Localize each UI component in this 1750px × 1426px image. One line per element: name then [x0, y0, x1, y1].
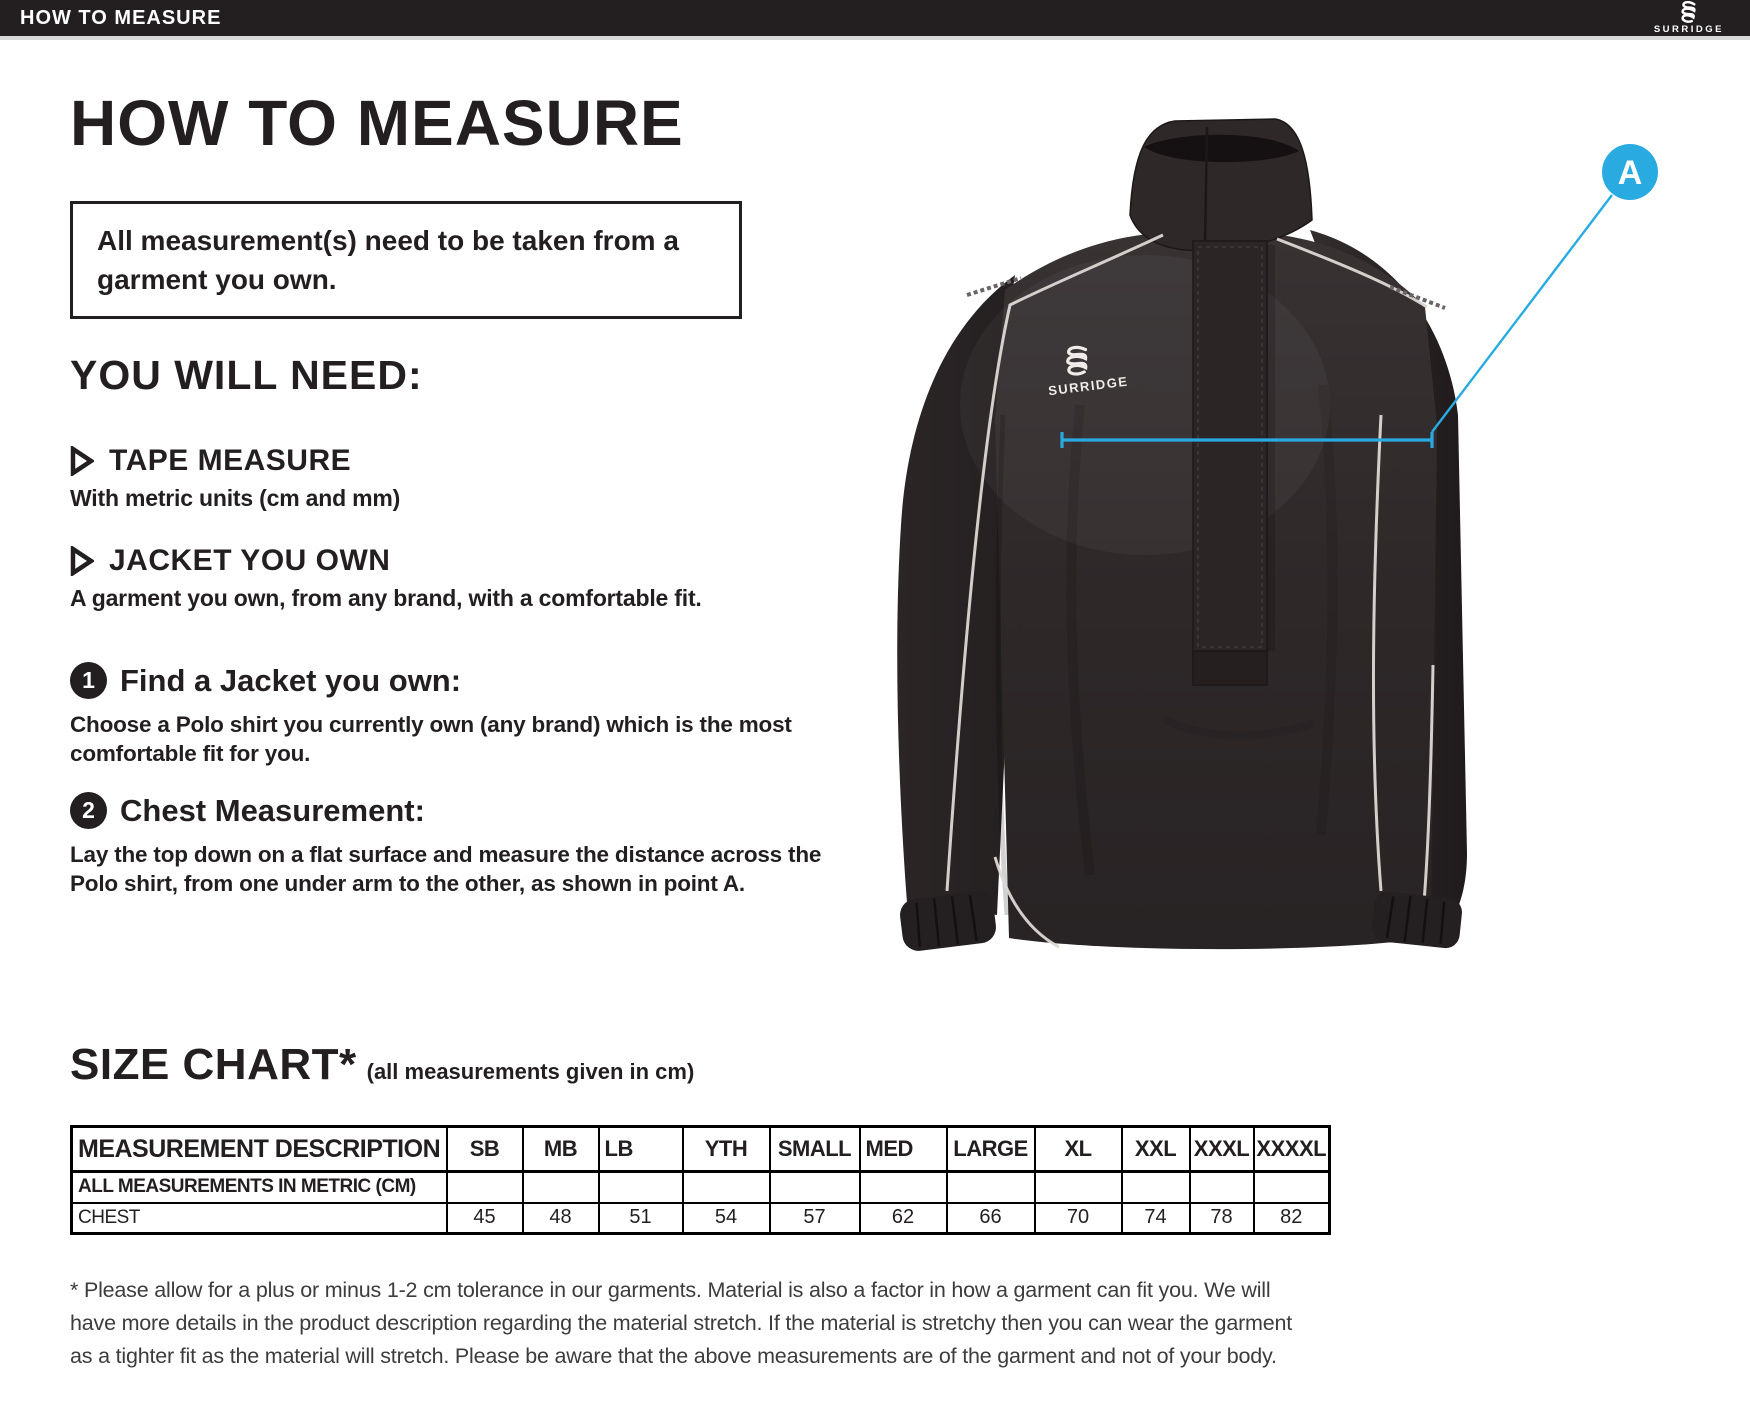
page-title: HOW TO MEASURE [70, 87, 684, 159]
chest-value-sb: 45 [447, 1203, 523, 1234]
need-item-title: JACKET YOU OWN [109, 544, 391, 577]
empty-cell [1035, 1172, 1122, 1203]
col-header-xl: XL [1035, 1127, 1122, 1172]
empty-cell [1254, 1172, 1330, 1203]
chest-value-xl: 70 [1035, 1203, 1122, 1234]
table-row-chest [72, 1203, 1330, 1234]
col-header-sb: SB [447, 1127, 523, 1172]
step-number-badge: 1 [70, 662, 107, 699]
row-label: ALL MEASUREMENTS IN METRIC (CM) [72, 1172, 447, 1203]
empty-cell [947, 1172, 1035, 1203]
table-row-units [72, 1172, 1330, 1203]
jacket-placket [1193, 241, 1267, 655]
top-bar [0, 0, 1750, 40]
empty-cell [1122, 1172, 1190, 1203]
chest-value-large: 66 [947, 1203, 1035, 1234]
col-header-measurement-description: MEASUREMENT DESCRIPTION [72, 1127, 447, 1172]
col-header-small: SMALL [770, 1127, 860, 1172]
table-header-row [72, 1127, 1330, 1172]
you-will-need-heading: YOU WILL NEED: [70, 352, 423, 398]
col-header-lb: LB [599, 1127, 683, 1172]
col-header-xxxl: XXXL [1190, 1127, 1254, 1172]
play-triangle-icon [70, 546, 94, 576]
step-find-a-jacket [70, 662, 852, 768]
empty-cell [447, 1172, 523, 1203]
size-chart-title: SIZE CHART* [70, 1040, 357, 1089]
surridge-wordmark: SURRIDGE [1653, 24, 1724, 36]
play-triangle-icon [70, 446, 94, 476]
col-header-yth: YTH [683, 1127, 770, 1172]
empty-cell [523, 1172, 599, 1203]
surridge-logo [1654, 1, 1724, 35]
col-header-xxl: XXL [1122, 1127, 1190, 1172]
chest-value-mb: 48 [523, 1203, 599, 1234]
chest-value-xxxl: 78 [1190, 1203, 1254, 1234]
empty-cell [683, 1172, 770, 1203]
col-header-med: MED [860, 1127, 947, 1172]
empty-cell [860, 1172, 947, 1203]
chest-value-yth: 54 [683, 1203, 770, 1234]
row-label: CHEST [72, 1203, 447, 1234]
need-item-description: With metric units (cm and mm) [70, 485, 401, 511]
svg-text:SURRIDGE: SURRIDGE [1047, 373, 1130, 399]
surridge-s-icon [1678, 1, 1699, 24]
chest-value-xxl: 74 [1122, 1203, 1190, 1234]
col-header-xxxxl: XXXXL [1254, 1127, 1330, 1172]
step-description: Lay the top down on a flat surface and measure the distance across the Polo shirt, from one under arm to the other, as shown in point A. [70, 842, 822, 896]
need-item-tape-measure [70, 444, 400, 512]
chest-value-xxxxl: 82 [1254, 1203, 1330, 1234]
empty-cell [1190, 1172, 1254, 1203]
chest-value-lb: 51 [599, 1203, 683, 1234]
col-header-large: LARGE [947, 1127, 1035, 1172]
size-chart-heading [70, 1040, 694, 1090]
size-chart-table [70, 1125, 1331, 1235]
step-title: Find a Jacket you own: [120, 662, 462, 698]
jacket-illustration [845, 95, 1700, 970]
need-item-jacket-you-own [70, 544, 702, 612]
step-chest-measurement [70, 792, 852, 898]
svg-text:A: A [1617, 154, 1643, 192]
tolerance-footnote: * Please allow for a plus or minus 1-2 cm tolerance in our garments. Material is also a factor in how a garment can fit you. We will have more details in the product description regarding the material stretch. If the material is stretchy then you can wear the garment as a tighter fit as the material will stretch. Please be aware that the above measurements are of the garment and not of your body. [70, 1278, 1293, 1368]
empty-cell [599, 1172, 683, 1203]
size-chart-units-note: (all measurements given in cm) [366, 1059, 695, 1084]
need-item-title: TAPE MEASURE [109, 444, 352, 477]
chest-value-med: 62 [860, 1203, 947, 1234]
step-title: Chest Measurement: [120, 792, 425, 828]
need-item-description: A garment you own, from any brand, with a comfortable fit. [70, 585, 702, 611]
jacket-right-cuff [1371, 891, 1464, 950]
empty-cell [770, 1172, 860, 1203]
top-bar-title: HOW TO MEASURE [20, 6, 222, 29]
step-description: Choose a Polo shirt you currently own (any brand) which is the most comfortable fit for you. [70, 712, 792, 766]
col-header-mb: MB [523, 1127, 599, 1172]
step-number-badge: 2 [70, 792, 107, 829]
notice-box: All measurement(s) need to be taken from a garment you own. [70, 201, 742, 319]
point-a-badge [1602, 144, 1658, 200]
chest-value-small: 57 [770, 1203, 860, 1234]
